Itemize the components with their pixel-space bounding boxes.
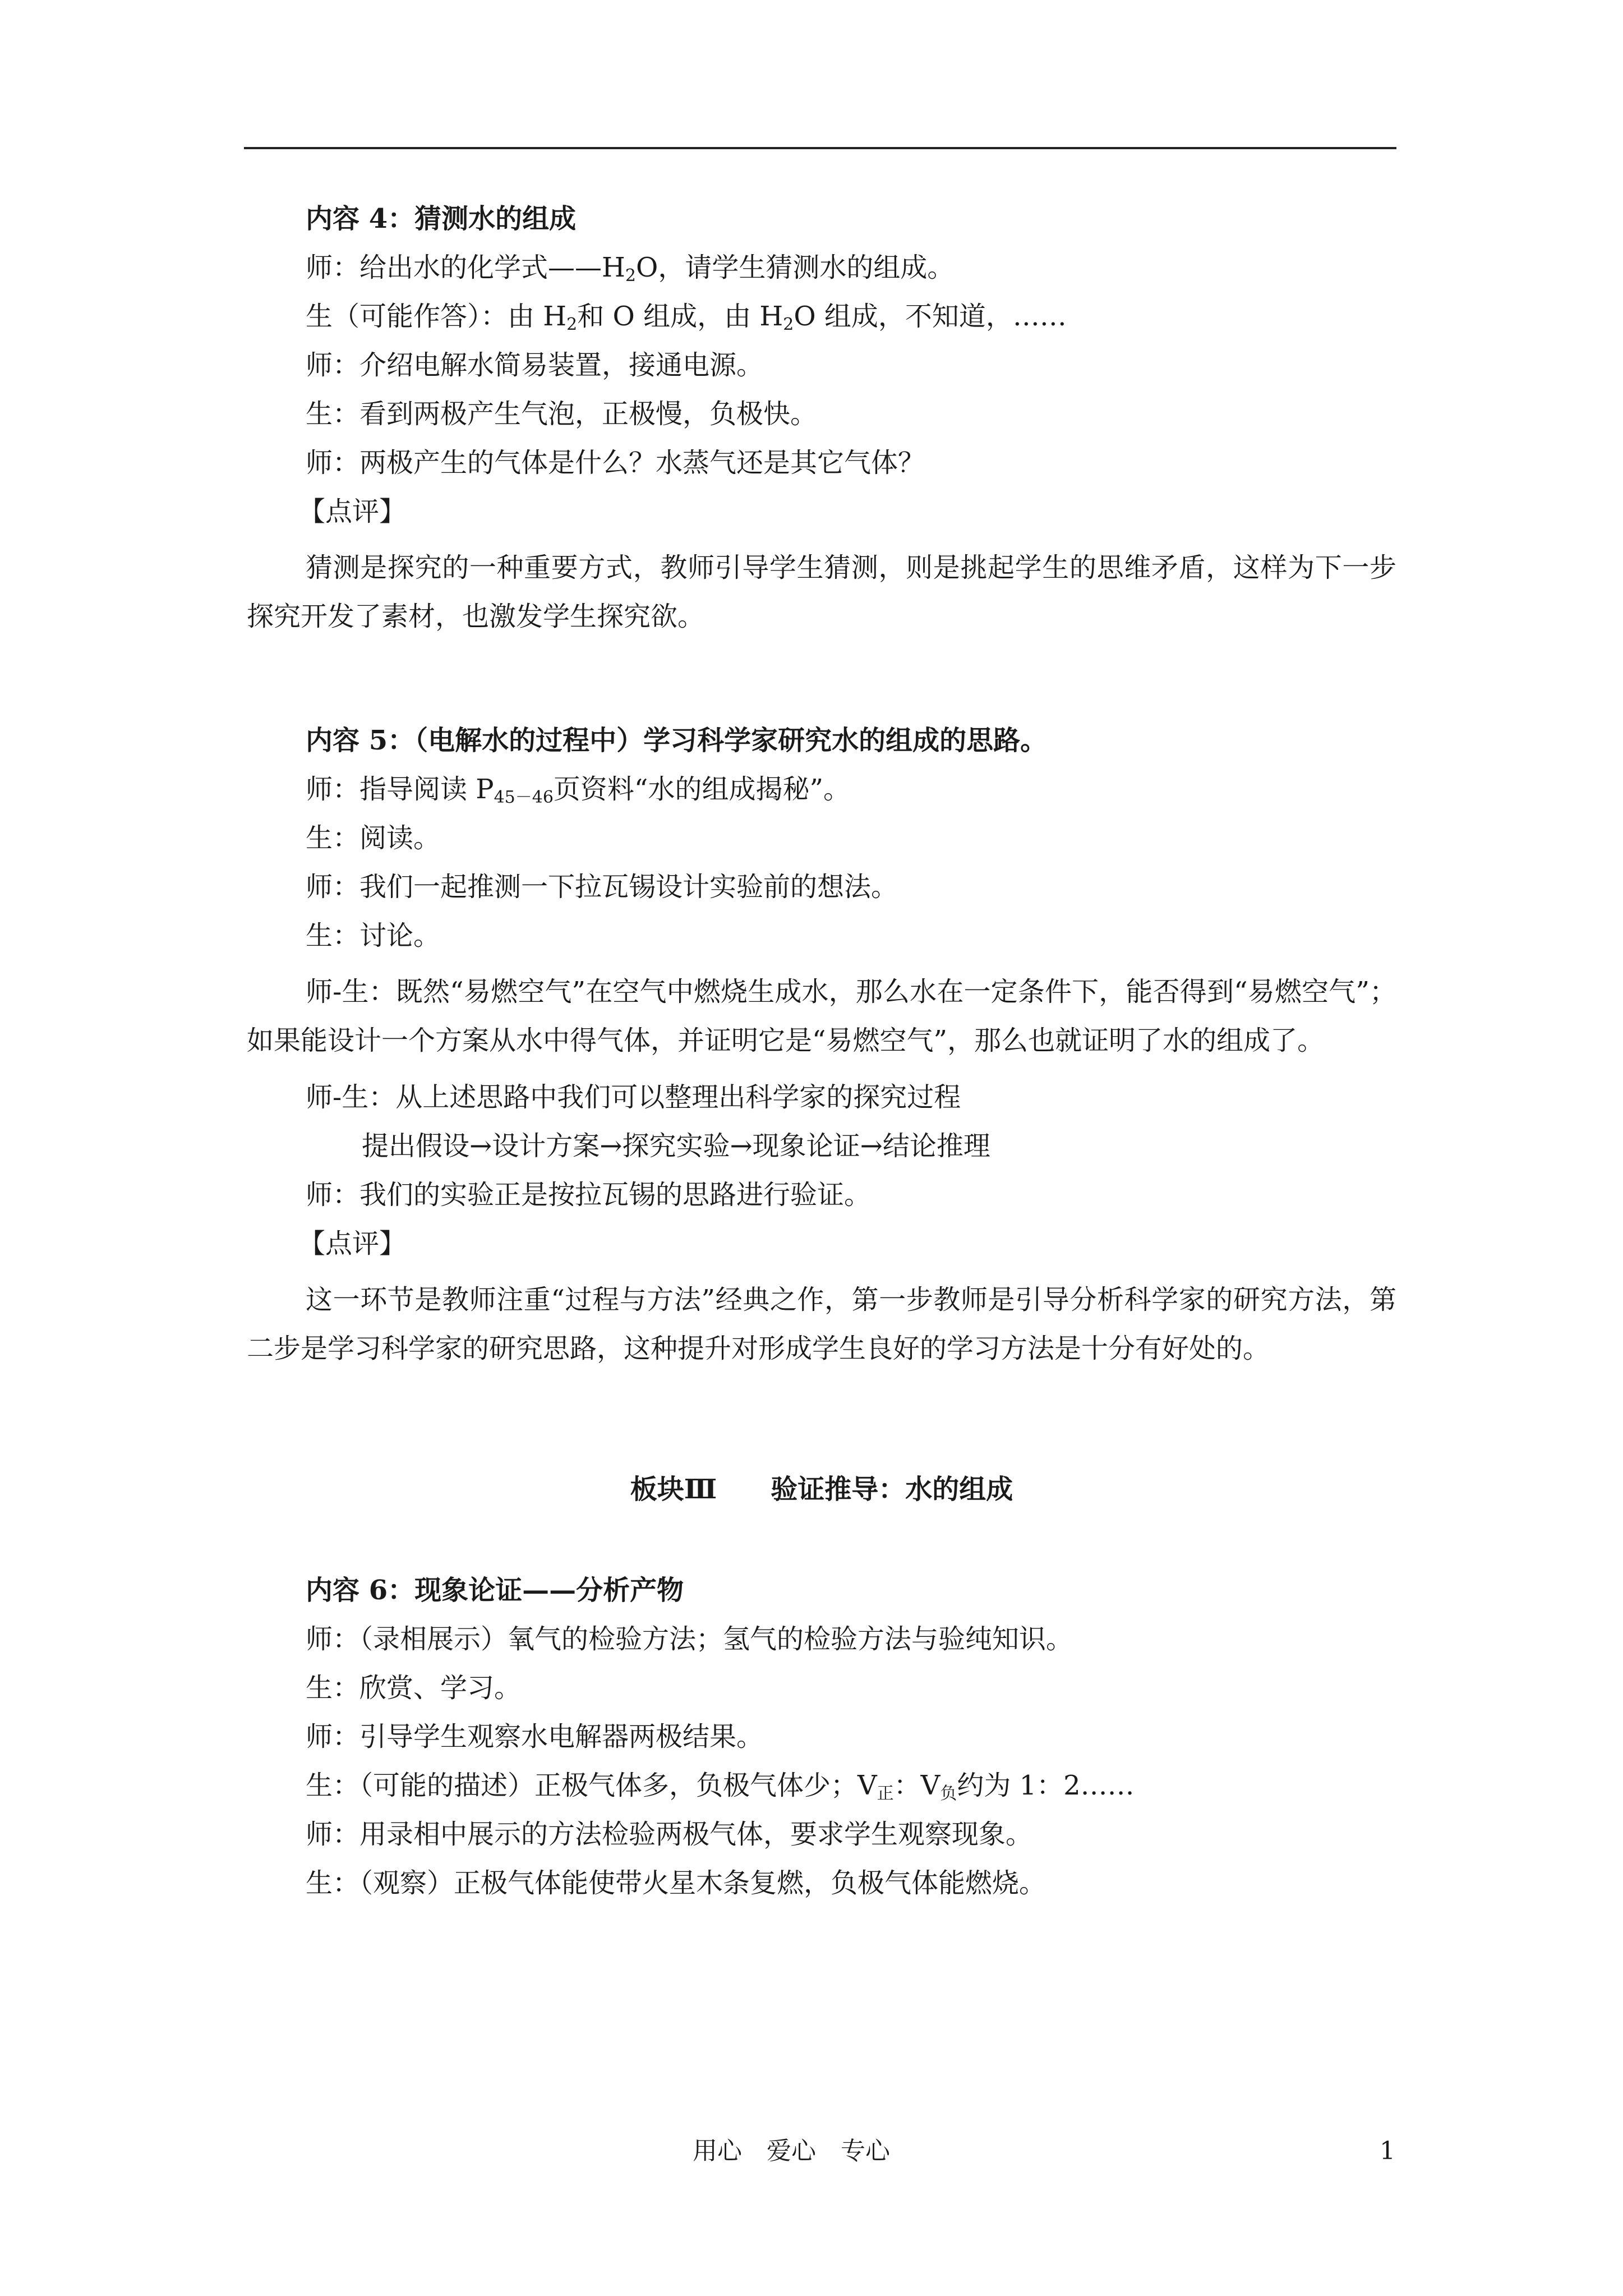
dialogue-line: 师：用录相中展示的方法检验两极气体，要求学生观察现象。	[306, 1819, 1033, 1850]
subscript: 2	[783, 315, 794, 334]
dialogue-line: 师：引导学生观察水电解器两极结果。	[306, 1721, 764, 1752]
dialogue-line: 生：欣赏、学习。	[306, 1672, 522, 1704]
review-label: 【点评】	[298, 496, 407, 527]
text-part: ：V	[893, 1770, 940, 1801]
dialogue-line: 师：（录相展示）氧气的检验方法；氢气的检验方法与验纯知识。	[306, 1623, 1073, 1655]
dialogue-line: 生：阅读。	[306, 822, 441, 854]
dialogue-line: 生：（观察）正极气体能使带火星木条复燃，负极气体能燃烧。	[306, 1867, 1046, 1899]
text-part: 师：指导阅读 P	[306, 774, 494, 805]
text-part: O 组成，不知道，……	[794, 301, 1067, 332]
dialogue-paragraph: 师-生：既然“易燃空气”在空气中燃烧生成水，那么水在一定条件下，能否得到“易燃空气”；如果能设计一个方案从水中得气体，并证明它是“易燃空气”，那么也就证明了水的组成了。	[247, 976, 1396, 1056]
text-part: O，请学生猜测水的组成。	[635, 252, 955, 283]
dialogue-line: 师：两极产生的气体是什么？水蒸气还是其它气体？	[306, 447, 925, 478]
subscript: 负	[940, 1784, 957, 1803]
dialogue-line: 师：介绍电解水简易装置，接通电源。	[306, 349, 764, 381]
footer-slogan: 用心 爱心 专心	[693, 2137, 890, 2165]
subscript: 45－46	[494, 788, 554, 807]
page-number: 1	[1380, 2137, 1395, 2165]
block-3-title: 板块Ⅲ 验证推导：水的组成	[630, 1474, 1013, 1505]
text-part: 和 O 组成，由 H	[577, 301, 783, 332]
section-5-heading: 内容 5：（电解水的过程中）学习科学家研究水的组成的思路。	[306, 725, 1048, 756]
dialogue-line	[247, 300, 1396, 348]
review-paragraph: 猜测是探究的一种重要方式，教师引导学生猜测，则是挑起学生的思维矛盾，这样为下一步探究开发了素材，也激发学生探究欲。	[247, 552, 1396, 632]
page-footer	[0, 2134, 1623, 2168]
section-6-heading: 内容 6：现象论证——分析产物	[306, 1575, 684, 1606]
dialogue-line: 师：我们一起推测一下拉瓦锡设计实验前的想法。	[306, 871, 898, 903]
text-part: 约为 1：2……	[957, 1770, 1135, 1801]
spacer	[247, 1388, 1396, 1473]
dialogue-line: 师：我们的实验正是按拉瓦锡的思路进行验证。	[306, 1179, 872, 1211]
subscript: 2	[566, 315, 578, 334]
review-label: 【点评】	[298, 1228, 407, 1259]
dialogue-line: 生：讨论。	[306, 920, 441, 951]
text-part: 生：（可能的描述）正极气体多，负极气体少；V	[306, 1770, 877, 1801]
dialogue-line: 生：看到两极产生气泡，正极慢，负极快。	[306, 398, 818, 430]
section-4-heading: 内容 4：猜测水的组成	[306, 203, 577, 234]
subscript: 正	[877, 1784, 894, 1803]
header-rule	[244, 147, 1396, 149]
spacer	[247, 1506, 1396, 1573]
dialogue-line	[247, 1769, 1396, 1818]
dialogue-line	[247, 772, 1396, 821]
document-body	[247, 202, 1396, 1915]
process-flow-line: 提出假设→设计方案→探究实验→现象论证→结论推理	[362, 1130, 990, 1162]
text-part: 师：给出水的化学式——H	[306, 252, 625, 283]
dialogue-line	[247, 251, 1396, 300]
text-part: 生（可能作答）：由 H	[306, 301, 567, 332]
dialogue-line: 师-生：从上述思路中我们可以整理出科学家的探究过程	[306, 1082, 961, 1113]
text-part: 页资料“水的组成揭秘”。	[553, 774, 851, 805]
review-paragraph: 这一环节是教师注重“过程与方法”经典之作，第一步教师是引导分析科学家的研究方法，第二步是学习科学家的研究思路，这种提升对形成学生良好的学习方法是十分有好处的。	[247, 1284, 1396, 1364]
subscript: 2	[625, 266, 636, 286]
spacer	[247, 656, 1396, 724]
